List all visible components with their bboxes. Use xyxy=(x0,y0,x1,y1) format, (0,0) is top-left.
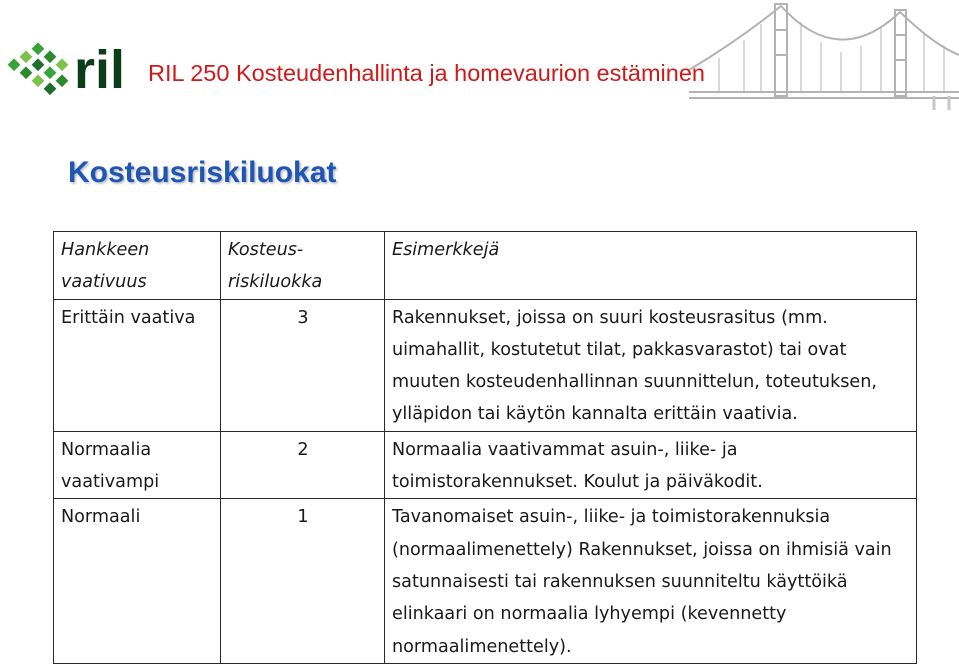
risk-class-table xyxy=(53,231,917,664)
bridge-image xyxy=(539,0,959,110)
cell-esimerkit: Rakennukset, joissa on suuri kosteusrasitus (mm. uimahallit, kostutetut tilat, pakkasvarastot) tai ovat muuten kosteudenhallinnan suunnittelun, toteutuksen, ylläpidon tai käytön kannalta erittäin vaativia. xyxy=(385,299,917,431)
section-title: Kosteusriskiluokat xyxy=(68,156,337,189)
header-title: RIL 250 Kosteudenhallinta ja homevaurion estäminen xyxy=(148,60,705,86)
logo-wordmark: ril xyxy=(74,40,126,100)
table-row xyxy=(54,299,917,431)
cell-vaativuus: Normaali xyxy=(54,499,221,663)
header-esimerkkeja: Esimerkkejä xyxy=(385,232,917,300)
cell-riskiluokka: 1 xyxy=(221,499,385,663)
table-row xyxy=(54,499,917,663)
cell-riskiluokka: 3 xyxy=(221,299,385,431)
cell-esimerkit: Tavanomaiset asuin-, liike- ja toimistorakennuksia (normaalimenettely) Rakennukset, joissa on ihmisiä vain satunnaisesti tai rakennuksen suunniteltu käyttöikä elinkaari on normaalia lyhyempi (kevennetty normaalimenettely). xyxy=(385,499,917,663)
header-vaativuus: Hankkeen vaativuus xyxy=(54,232,221,300)
cell-esimerkit: Normaalia vaativammat asuin-, liike- ja toimistorakennukset. Koulut ja päiväkodit. xyxy=(385,431,917,499)
cell-vaativuus: Erittäin vaativa xyxy=(54,299,221,431)
cell-vaativuus: Normaalia vaativampi xyxy=(54,431,221,499)
cell-riskiluokka: 2 xyxy=(221,431,385,499)
table-row xyxy=(54,431,917,499)
logo-cubes-icon xyxy=(8,42,69,95)
header-riskiluokka: Kosteus-riskiluokka xyxy=(221,232,385,300)
ril-logo xyxy=(4,30,144,110)
table-header-row xyxy=(54,232,917,300)
